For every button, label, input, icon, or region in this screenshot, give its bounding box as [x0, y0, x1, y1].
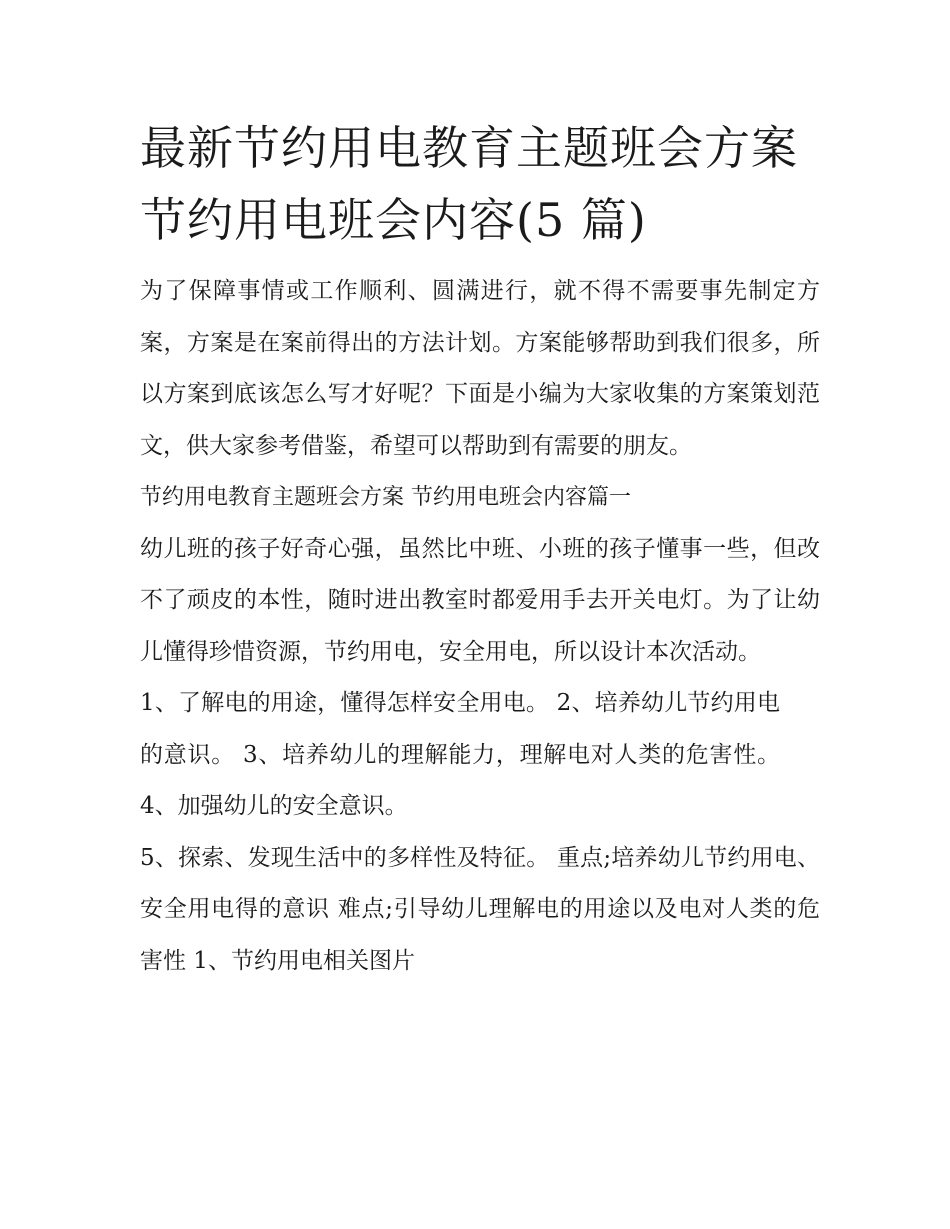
document-page	[140, 112, 820, 987]
body-paragraph-2: 1、了解电的用途，懂得怎样安全用电。 2、培养幼儿节约用电的意识。 3、培养幼儿的理解能力，理解电对人类的危害性。 4、加强幼儿的安全意识。	[140, 690, 780, 819]
body-paragraph-1: 幼儿班的孩子好奇心强，虽然比中班、小班的孩子懂事一些，但改不了顽皮的本性，随时进出教室时都爱用手去开关电灯。为了让幼儿懂得珍惜资源，节约用电，安全用电，所以设计本次活动。	[140, 535, 820, 665]
section-heading: 节约用电教育主题班会方案 节约用电班会内容篇一	[140, 485, 631, 510]
body-paragraph-3: 5、探索、发现生活中的多样性及特征。 重点;培养幼儿节约用电、安全用电得的意识 难点;引导幼儿理解电的用途以及电对人类的危害性 1、节约用电相关图片	[140, 844, 820, 974]
document-title: 最新节约用电教育主题班会方案 节约用电班会内容(5 篇)	[140, 121, 798, 247]
intro-paragraph: 为了保障事情或工作顺利、圆满进行，就不得不需要事先制定方案，方案是在案前得出的方法计划。方案能够帮助到我们很多，所以方案到底该怎么写才好呢？下面是小编为大家收集的方案策划范文，供大家参考借鉴，希望可以帮助到有需要的朋友。	[140, 278, 820, 459]
